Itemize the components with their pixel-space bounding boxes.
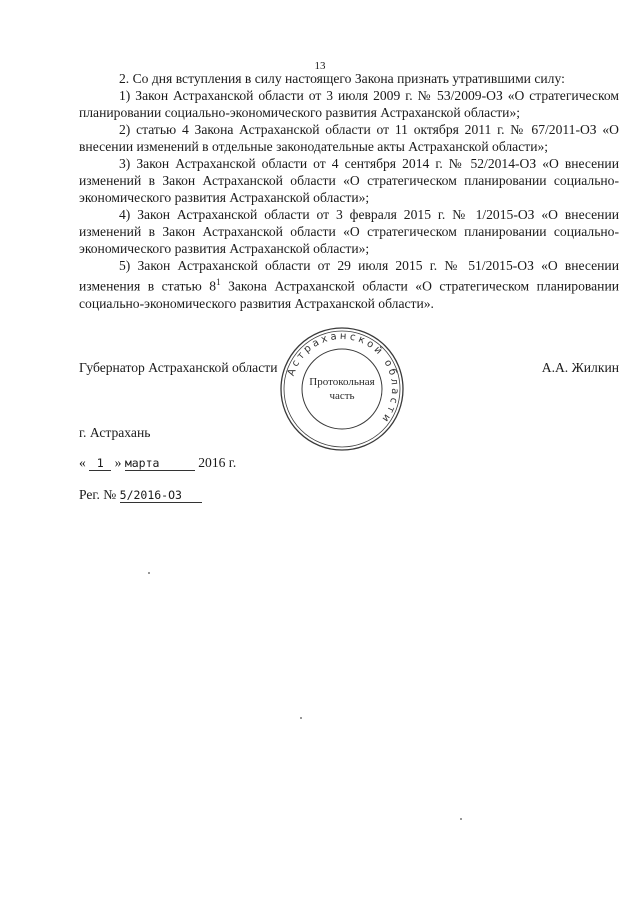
paragraph-item-2: 2) статью 4 Закона Астраханской области от 11 октября 2011 г. № 67/2011-ОЗ «О внесении изменений в отдельные законодательные акты Астраханской области»; <box>79 122 619 154</box>
seal-center-line-2: часть <box>329 390 355 402</box>
paragraph-repeal-intro: 2. Со дня вступления в силу настоящего Закона признать утратившими силу: <box>119 71 565 86</box>
place-of-signing: г. Астрахань <box>79 425 151 440</box>
scan-speck <box>148 572 150 574</box>
paragraph-item-4: 4) Закон Астраханской области от 3 февраля 2015 г. № 1/2015-ОЗ «О внесении изменений в Закон Астраханской области «О стратегическом планировании социально-экономического развития Астраханской области»; <box>79 207 619 256</box>
article-superscript: 1 <box>216 277 221 287</box>
paragraph-item-5-part-b: Закона Астраханской области «О стратегическом планировании социально-экономического развития Астраханской области». <box>79 278 619 311</box>
page-number: 13 <box>314 60 326 72</box>
document-body <box>79 70 619 312</box>
paragraph-item-3: 3) Закон Астраханской области от 4 сентября 2014 г. № 52/2014-ОЗ «О внесении изменений в Закон Астраханской области «О стратегическом планировании социально-экономического развития Астраханской области»; <box>79 156 619 205</box>
signatory-name: А.А. Жилкин <box>541 360 619 375</box>
date-close-quote: » <box>114 455 122 470</box>
seal-center-line-1: Протокольная <box>309 376 375 388</box>
seal-ring-text: Астраханской области <box>285 330 401 426</box>
date-month: марта <box>125 456 195 471</box>
date-day: 1 <box>89 456 111 471</box>
registration-label: Рег. № <box>79 487 117 502</box>
paragraph-item-1: 1) Закон Астраханской области от 3 июля 2009 г. № 53/2009-ОЗ «О стратегическом планировании социально-экономического развития Астраханской области»; <box>79 88 619 120</box>
paragraph-item-5 <box>79 257 619 312</box>
date-open-quote: « <box>79 455 86 470</box>
registration-number-line <box>79 487 202 503</box>
seal-center <box>300 375 384 403</box>
scan-speck <box>300 717 302 719</box>
registration-number: 5/2016-ОЗ <box>120 488 202 503</box>
paragraph-item-5-part-a: 5) Закон Астраханской области от 29 июля 2015 г. № 51/2015-ОЗ «О внесении изменения в статью 8 <box>79 258 619 294</box>
scan-speck <box>460 818 462 820</box>
signing-date <box>79 455 236 471</box>
date-year: 2016 г. <box>198 455 237 470</box>
signatory-title: Губернатор Астраханской области <box>79 360 278 375</box>
